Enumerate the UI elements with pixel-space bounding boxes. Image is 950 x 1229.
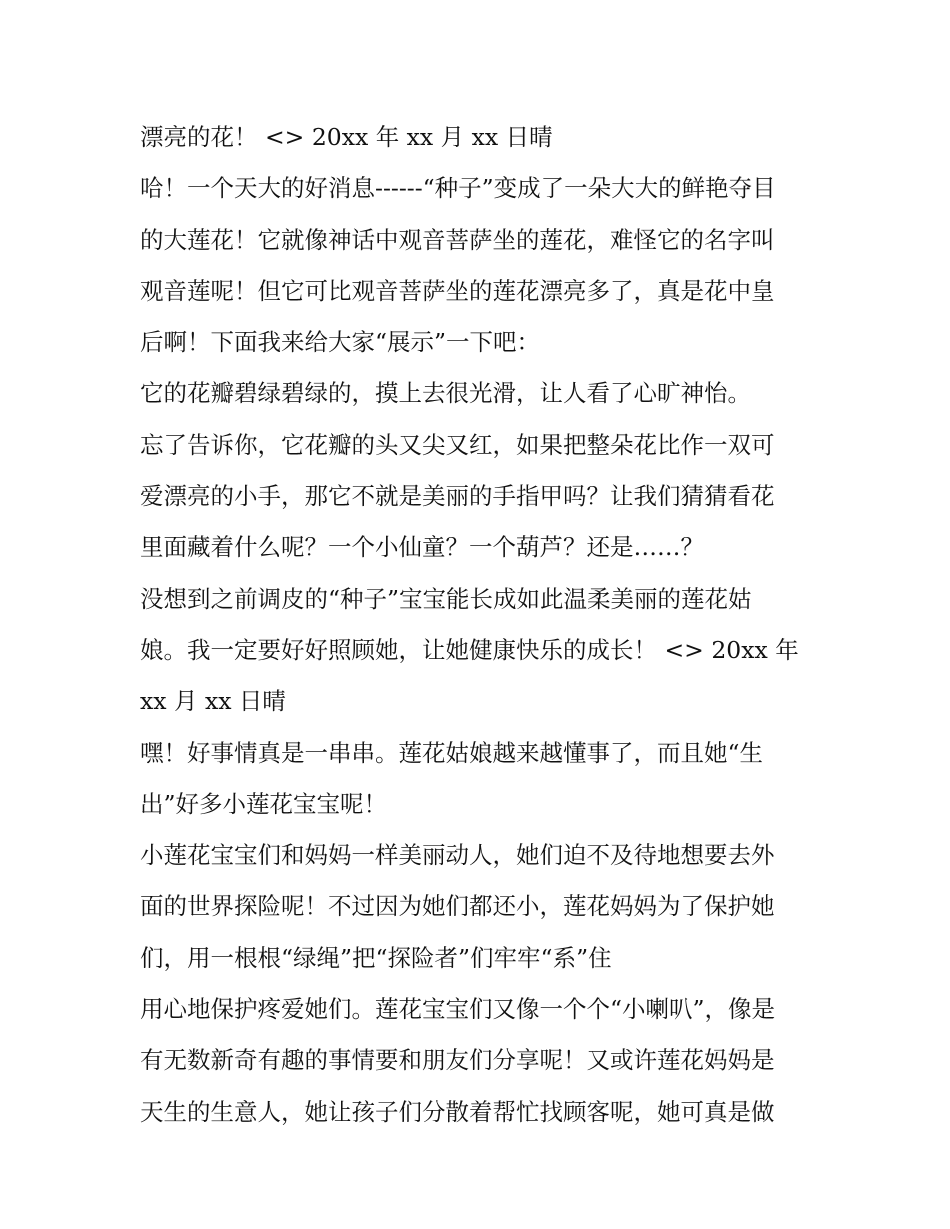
- text-line-11: 娘。我一定要好好照顾她，让她健康快乐的成长！ <> 20xx 年: [140, 635, 799, 664]
- text-line-8: 爱漂亮的小手，那它不就是美丽的手指甲吗？让我们猜猜看花: [140, 482, 775, 511]
- text-line-7: 忘了告诉你，它花瓣的头又尖又红，如果把整朵花比作一双可: [140, 430, 775, 459]
- text-line-15: 小莲花宝宝们和妈妈一样美丽动人，她们迫不及待地想要去外: [140, 841, 775, 870]
- text-line-4: 观音莲呢！但它可比观音菩萨坐的莲花漂亮多了，真是花中皇: [140, 276, 775, 305]
- text-line-16: 面的世界探险呢！不过因为她们都还小，莲花妈妈为了保护她: [140, 892, 775, 921]
- text-line-12: xx 月 xx 日晴: [140, 687, 286, 716]
- text-line-10: 没想到之前调皮的“种子”宝宝能长成如此温柔美丽的莲花姑: [140, 584, 752, 613]
- text-line-19: 有无数新奇有趣的事情要和朋友们分享呢！又或许莲花妈妈是: [140, 1046, 775, 1075]
- text-line-14: 出”好多小莲花宝宝呢！: [140, 789, 388, 818]
- text-line-9: 里面藏着什么呢？一个小仙童？一个葫芦？还是……？: [140, 533, 704, 562]
- text-line-20: 天生的生意人，她让孩子们分散着帮忙找顾客呢，她可真是做: [140, 1097, 775, 1126]
- text-line-13: 嘿！好事情真是一串串。莲花姑娘越来越懂事了，而且她“生: [140, 738, 764, 767]
- text-line-1: 漂亮的花！ <> 20xx 年 xx 月 xx 日晴: [140, 123, 553, 151]
- text-line-17: 们，用一根根“绿绳”把“探险者”们牢牢“系”住: [140, 943, 612, 972]
- text-line-2: 哈！一个天大的好消息------“种子”变成了一朵大大的鲜艳夺目: [140, 174, 776, 203]
- text-line-6: 它的花瓣碧绿碧绿的，摸上去很光滑，让人看了心旷神怡。: [140, 379, 751, 408]
- text-line-5: 后啊！下面我来给大家“展示”一下吧：: [140, 328, 541, 357]
- text-line-18: 用心地保护疼爱她们。莲花宝宝们又像一个个“小喇叭”，像是: [140, 995, 776, 1024]
- text-line-3: 的大莲花！它就像神话中观音菩萨坐的莲花，难怪它的名字叫: [140, 225, 775, 254]
